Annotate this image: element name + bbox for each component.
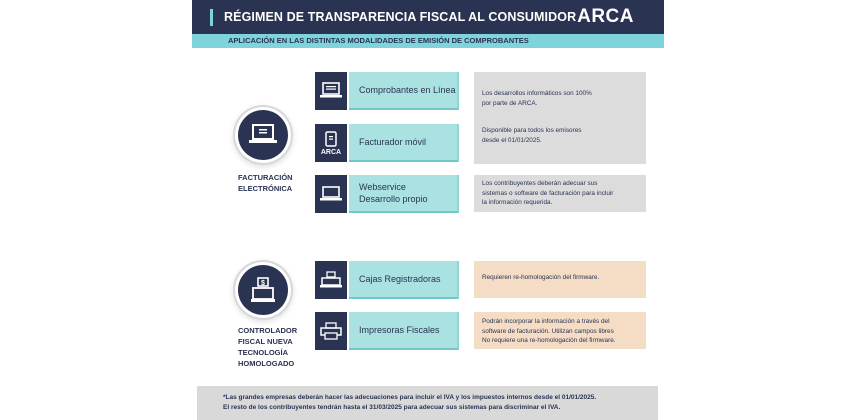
desc-facturador-movil-line1: Disponible para todos los emisores [482,127,582,134]
desc-impresoras-fiscales: Podrán incorporar la información a través del software de facturación. Utilizan campos libres No requiere una re-homologación del firmware. [474,312,646,349]
header-banner [192,0,664,34]
desc-cajas-registradoras: Requieren re-homologación del firmware. [474,261,646,298]
printer-icon [315,312,347,350]
footnote-box [197,386,658,420]
mode-cajas-registradoras: Cajas Registradoras [349,261,459,299]
mode-impresoras-fiscales: Impresoras Fiscales [349,312,459,350]
mode-webservice: Webservice Desarrollo propio [349,175,459,213]
group-icon-facturacion [238,110,288,160]
arca-logo: ARCA [577,6,634,27]
laptop-icon [315,175,347,213]
mode-comprobantes-en-linea: Comprobantes en Línea [349,72,459,110]
footnote-line-2: El resto de los contribuyentes tendrán hasta el 31/03/2025 para adecuar sus sistemas para discriminar el IVA. [223,404,561,411]
subtitle-bar [192,34,664,48]
cash-register-icon [249,276,277,304]
laptop-icon [248,123,278,147]
header-accent-bar [210,9,213,26]
mode-facturador-movil: Facturador móvil [349,124,459,162]
mobile-arca-label: ARCA [320,148,342,156]
footnote-line-1: *Las grandes empresas deberán hacer las adecuaciones para incluir el IVA y los impuestos internos desde el 01/01/2025. [223,394,597,401]
page-title: RÉGIMEN DE TRANSPARENCIA FISCAL AL CONSUMIDOR [224,10,577,24]
group-label-controlador: CONTROLADOR FISCAL NUEVA TECNOLOGÍA HOMOLOGADO [238,326,298,368]
laptop-screen-icon [315,72,347,110]
mobile-arca-icon [315,124,347,162]
cash-register-icon [315,261,347,299]
desc-webservice: Los contribuyentes deberán adecuar sus sistemas o software de facturación para incluir la información requerida. [474,175,646,212]
group-label-facturacion: FACTURACIÓN ELECTRÓNICA [238,173,293,193]
group-icon-controlador [238,265,288,315]
svg-text:$: $ [261,280,265,287]
desc-facturador-movil-line2: desde el 01/01/2025. [482,136,542,144]
desc-comprobantes-en-linea: Los desarrollos informáticos son 100% por parte de ARCA. Disponible para todos los emisores desde el 01/01/2025. [474,72,646,164]
page-subtitle: APLICACIÓN EN LAS DISTINTAS MODALIDADES DE EMISIÓN DE COMPROBANTES [228,36,529,45]
